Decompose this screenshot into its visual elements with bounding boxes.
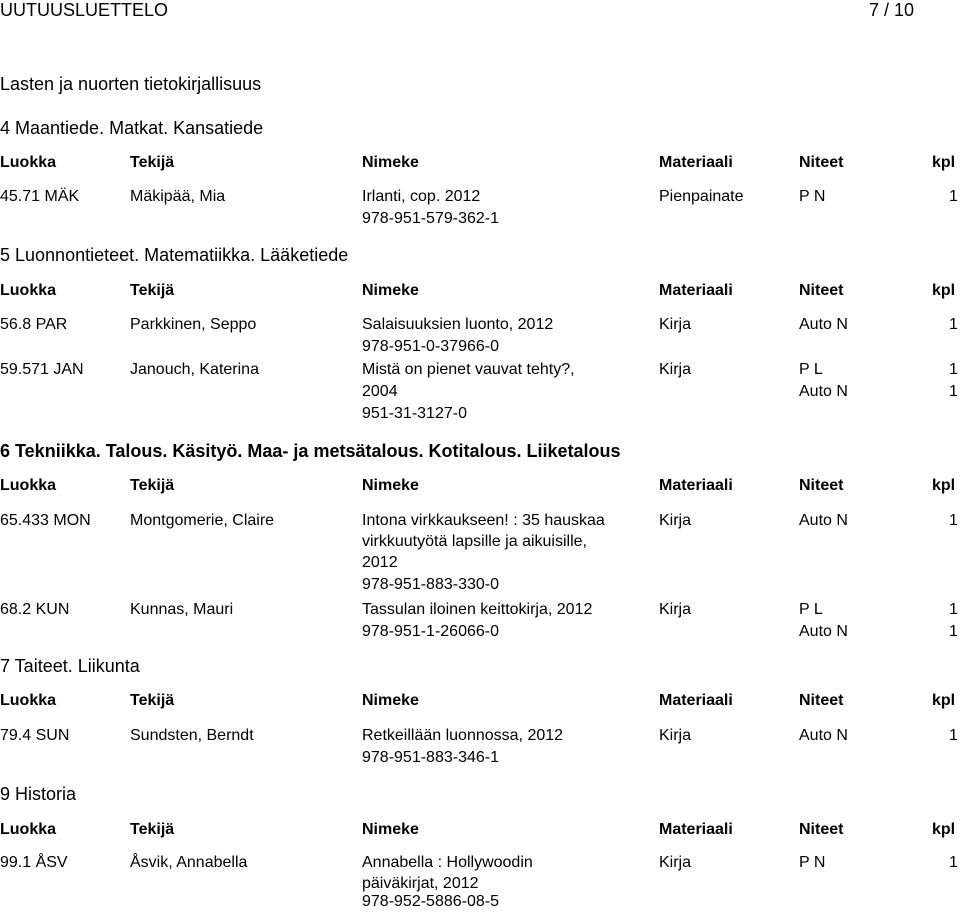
col-niteet: Niteet (799, 154, 844, 171)
cell-luokka: 68.2 KUN (0, 601, 70, 618)
cell-niteet: Auto N (799, 512, 848, 529)
cell-niteet: Auto N (799, 383, 848, 400)
cell-isbn: 978-951-883-346-1 (362, 749, 499, 766)
col-nimeke: Nimeke (362, 477, 419, 494)
col-materiaali: Materiaali (659, 692, 733, 709)
col-tekija: Tekijä (130, 154, 175, 171)
section-title: 4 Maantiede. Matkat. Kansatiede (0, 118, 264, 138)
col-luokka: Luokka (0, 821, 57, 838)
page-number: 7 / 10 (869, 0, 915, 20)
cell-luokka: 65.433 MON (0, 512, 91, 529)
col-kpl: kpl (932, 821, 956, 838)
col-kpl: kpl (932, 154, 956, 171)
cell-tekija: Kunnas, Mauri (130, 601, 234, 618)
col-materiaali: Materiaali (659, 154, 733, 171)
cell-materiaali: Kirja (659, 316, 692, 333)
section-title: 7 Taiteet. Liikunta (0, 656, 140, 676)
col-niteet: Niteet (799, 821, 844, 838)
cell-nimeke-cont: 2012 (362, 554, 398, 571)
cell-nimeke-cont: virkkuutyötä lapsille ja aikuisille, (362, 533, 587, 550)
cell-isbn: 978-952-5886-08-5 (362, 893, 499, 910)
cell-tekija: Sundsten, Berndt (130, 727, 254, 744)
cell-niteet: Auto N (799, 316, 848, 333)
cell-luokka: 45.71 MÄK (0, 188, 80, 205)
cell-isbn: 978-951-0-37966-0 (362, 338, 499, 355)
cell-isbn: 978-951-579-362-1 (362, 210, 499, 227)
cell-isbn: 951-31-3127-0 (362, 405, 467, 422)
page-title: UUTUUSLUETTELO (0, 0, 169, 20)
col-kpl: kpl (932, 282, 956, 299)
cell-kpl: 1 (949, 512, 958, 529)
cell-niteet: P N (799, 854, 826, 871)
cell-isbn: 978-951-883-330-0 (362, 576, 499, 593)
col-luokka: Luokka (0, 477, 57, 494)
col-niteet: Niteet (799, 477, 844, 494)
cell-nimeke: Retkeillään luonnossa, 2012 (362, 727, 564, 744)
cell-niteet: Auto N (799, 623, 848, 640)
cell-niteet: P L (799, 361, 823, 378)
col-niteet: Niteet (799, 282, 844, 299)
section-title: 9 Historia (0, 784, 77, 804)
cell-luokka: 79.4 SUN (0, 727, 70, 744)
cell-tekija: Parkkinen, Seppo (130, 316, 257, 333)
cell-tekija: Åsvik, Annabella (130, 854, 248, 871)
cell-materiaali: Kirja (659, 361, 692, 378)
col-tekija: Tekijä (130, 477, 175, 494)
col-niteet: Niteet (799, 692, 844, 709)
col-tekija: Tekijä (130, 692, 175, 709)
cell-kpl: 1 (949, 623, 958, 640)
cell-niteet: P N (799, 188, 826, 205)
cell-niteet: P L (799, 601, 823, 618)
col-materiaali: Materiaali (659, 282, 733, 299)
col-materiaali: Materiaali (659, 477, 733, 494)
col-nimeke: Nimeke (362, 154, 419, 171)
cell-nimeke-cont: 2004 (362, 383, 398, 400)
cell-tekija: Janouch, Katerina (130, 361, 259, 378)
cell-nimeke: Annabella : Hollywoodin (362, 854, 533, 871)
category-title: Lasten ja nuorten tietokirjallisuus (0, 74, 262, 94)
cell-nimeke-cont: päiväkirjat, 2012 (362, 875, 479, 892)
section-title: 6 Tekniikka. Talous. Käsityö. Maa- ja metsätalous. Kotitalous. Liiketalous (0, 441, 621, 461)
cell-kpl: 1 (949, 727, 958, 744)
col-tekija: Tekijä (130, 821, 175, 838)
cell-nimeke: Salaisuuksien luonto, 2012 (362, 316, 554, 333)
cell-kpl: 1 (949, 383, 958, 400)
cell-materiaali: Pienpainate (659, 188, 744, 205)
cell-materiaali: Kirja (659, 854, 692, 871)
cell-nimeke: Irlanti, cop. 2012 (362, 188, 481, 205)
cell-kpl: 1 (949, 854, 958, 871)
cell-materiaali: Kirja (659, 512, 692, 529)
cell-tekija: Montgomerie, Claire (130, 512, 275, 529)
cell-tekija: Mäkipää, Mia (130, 188, 226, 205)
col-tekija: Tekijä (130, 282, 175, 299)
cell-materiaali: Kirja (659, 727, 692, 744)
cell-luokka: 56.8 PAR (0, 316, 68, 333)
col-luokka: Luokka (0, 282, 57, 299)
section-title: 5 Luonnontieteet. Matematiikka. Lääketiede (0, 245, 349, 265)
cell-isbn: 978-951-1-26066-0 (362, 623, 499, 640)
col-luokka: Luokka (0, 692, 57, 709)
cell-kpl: 1 (949, 188, 958, 205)
col-luokka: Luokka (0, 154, 57, 171)
cell-nimeke: Mistä on pienet vauvat tehty?, (362, 361, 575, 378)
col-nimeke: Nimeke (362, 282, 419, 299)
cell-luokka: 99.1 ÅSV (0, 854, 68, 871)
cell-materiaali: Kirja (659, 601, 692, 618)
cell-kpl: 1 (949, 316, 958, 333)
col-nimeke: Nimeke (362, 821, 419, 838)
col-kpl: kpl (932, 477, 956, 494)
cell-nimeke: Tassulan iloinen keittokirja, 2012 (362, 601, 593, 618)
cell-kpl: 1 (949, 361, 958, 378)
col-kpl: kpl (932, 692, 956, 709)
cell-nimeke: Intona virkkaukseen! : 35 hauskaa (362, 512, 605, 529)
col-nimeke: Nimeke (362, 692, 419, 709)
cell-luokka: 59.571 JAN (0, 361, 84, 378)
cell-kpl: 1 (949, 601, 958, 618)
cell-niteet: Auto N (799, 727, 848, 744)
col-materiaali: Materiaali (659, 821, 733, 838)
